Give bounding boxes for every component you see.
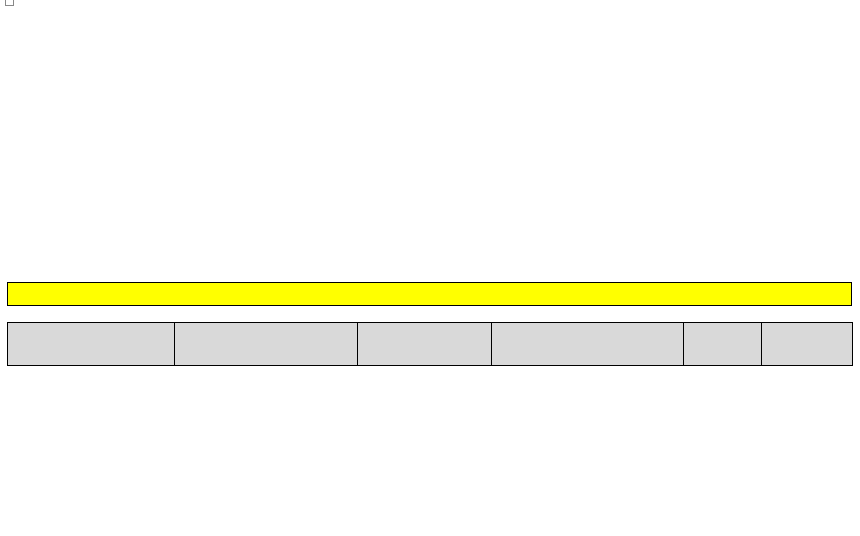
section-banner-title xyxy=(7,282,852,306)
header-row xyxy=(8,323,853,366)
header-requirements xyxy=(492,323,684,366)
header-discipline xyxy=(358,323,492,366)
candidate-master-requirements-table xyxy=(7,322,853,366)
table-move-handle[interactable] xyxy=(5,0,14,6)
header-min-participants xyxy=(684,323,762,366)
header-status xyxy=(8,323,175,366)
header-min-average xyxy=(762,323,853,366)
header-gender xyxy=(175,323,358,366)
